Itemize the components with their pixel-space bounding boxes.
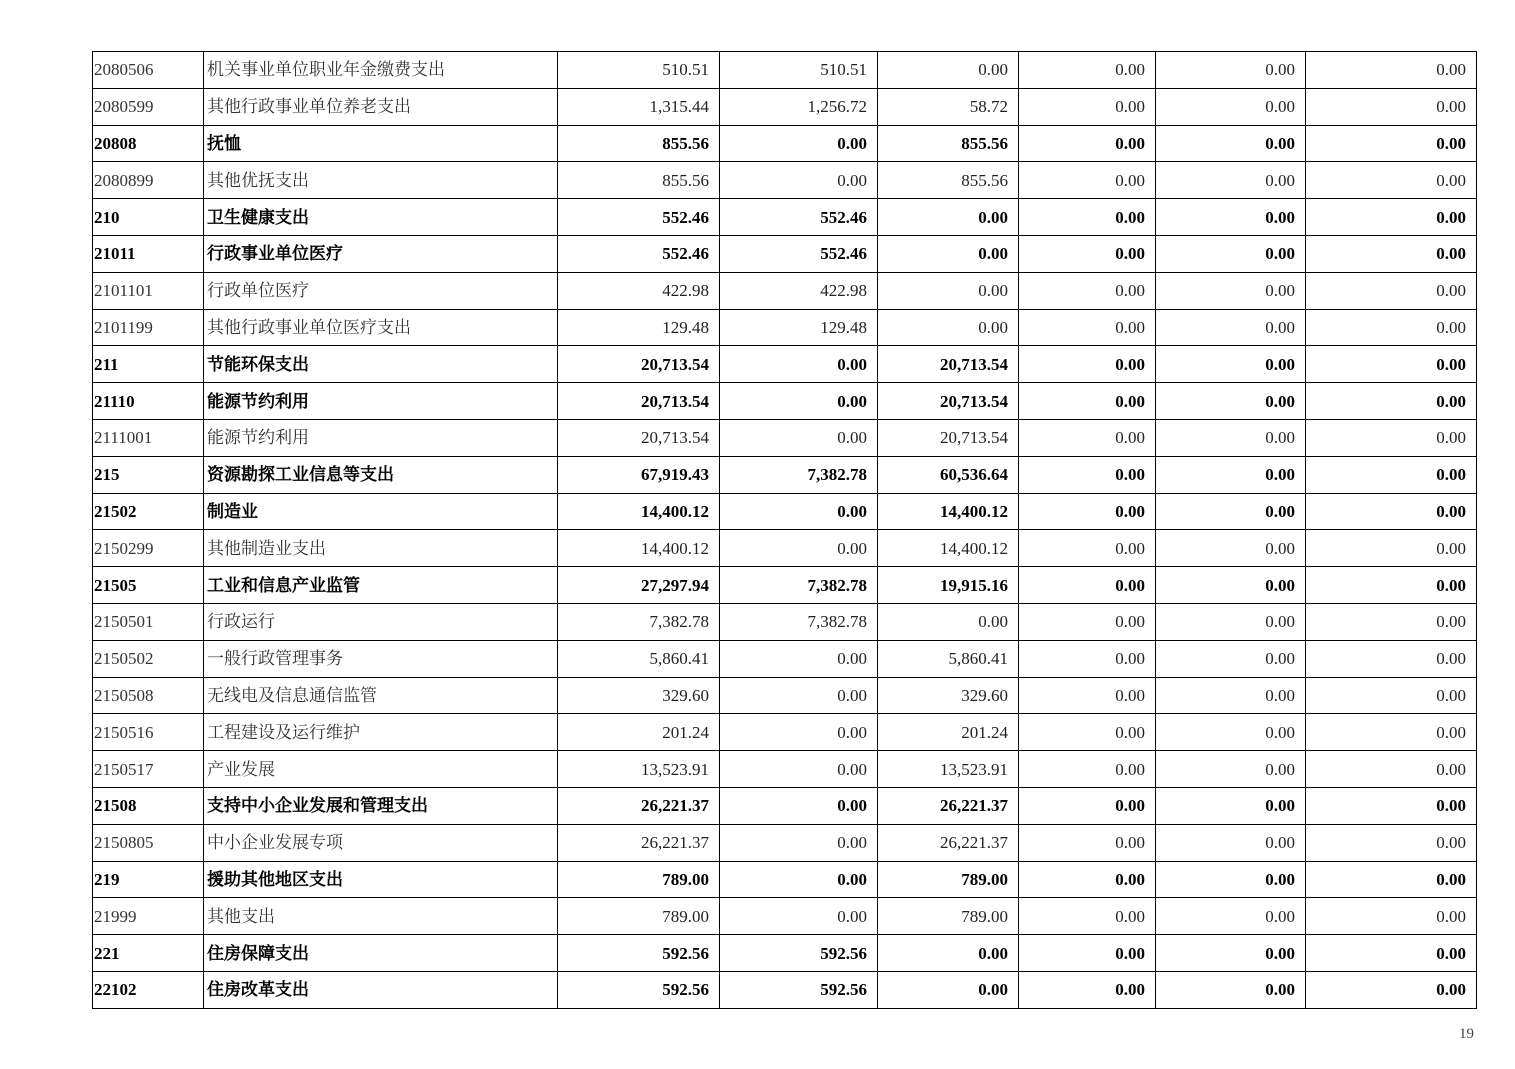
amount-cell: 26,221.37 xyxy=(558,787,720,824)
amount-cell: 0.00 xyxy=(1306,162,1477,199)
subject-name-cell: 其他行政事业单位养老支出 xyxy=(204,88,558,125)
amount-cell: 14,400.12 xyxy=(558,493,720,530)
subject-code-cell: 21011 xyxy=(93,235,204,272)
amount-cell: 0.00 xyxy=(1019,640,1156,677)
amount-cell: 0.00 xyxy=(1156,309,1306,346)
amount-cell: 855.56 xyxy=(558,125,720,162)
amount-cell: 0.00 xyxy=(1156,824,1306,861)
amount-cell: 0.00 xyxy=(720,861,878,898)
subject-code-cell: 221 xyxy=(93,935,204,972)
amount-cell: 0.00 xyxy=(1156,235,1306,272)
amount-cell: 0.00 xyxy=(1156,677,1306,714)
subject-name-cell: 行政单位医疗 xyxy=(204,272,558,309)
amount-cell: 592.56 xyxy=(558,935,720,972)
table-row xyxy=(93,530,1477,567)
amount-cell: 0.00 xyxy=(1156,751,1306,788)
amount-cell: 0.00 xyxy=(1156,162,1306,199)
amount-cell: 0.00 xyxy=(1019,530,1156,567)
subject-name-cell: 行政运行 xyxy=(204,603,558,640)
subject-name-cell: 产业发展 xyxy=(204,751,558,788)
amount-cell: 0.00 xyxy=(1019,677,1156,714)
amount-cell: 329.60 xyxy=(558,677,720,714)
amount-cell: 0.00 xyxy=(1019,199,1156,236)
amount-cell: 0.00 xyxy=(878,199,1019,236)
amount-cell: 0.00 xyxy=(878,603,1019,640)
amount-cell: 0.00 xyxy=(1306,714,1477,751)
amount-cell: 0.00 xyxy=(878,52,1019,89)
subject-code-cell: 20808 xyxy=(93,125,204,162)
amount-cell: 0.00 xyxy=(720,824,878,861)
subject-code-cell: 2111001 xyxy=(93,419,204,456)
amount-cell: 855.56 xyxy=(878,162,1019,199)
amount-cell: 0.00 xyxy=(720,751,878,788)
amount-cell: 0.00 xyxy=(720,640,878,677)
amount-cell: 789.00 xyxy=(878,861,1019,898)
amount-cell: 0.00 xyxy=(1156,419,1306,456)
amount-cell: 0.00 xyxy=(1019,383,1156,420)
amount-cell: 0.00 xyxy=(1306,235,1477,272)
amount-cell: 0.00 xyxy=(1019,861,1156,898)
subject-code-cell: 2150299 xyxy=(93,530,204,567)
subject-name-cell: 行政事业单位医疗 xyxy=(204,235,558,272)
amount-cell: 0.00 xyxy=(1019,824,1156,861)
table-row xyxy=(93,603,1477,640)
amount-cell: 0.00 xyxy=(1306,567,1477,604)
table-row xyxy=(93,714,1477,751)
amount-cell: 20,713.54 xyxy=(558,346,720,383)
subject-code-cell: 2150508 xyxy=(93,677,204,714)
amount-cell: 0.00 xyxy=(1156,530,1306,567)
amount-cell: 0.00 xyxy=(1306,383,1477,420)
page-number: 19 xyxy=(1459,1026,1474,1042)
amount-cell: 0.00 xyxy=(1156,861,1306,898)
amount-cell: 201.24 xyxy=(878,714,1019,751)
subject-name-cell: 住房保障支出 xyxy=(204,935,558,972)
amount-cell: 0.00 xyxy=(1306,898,1477,935)
amount-cell: 0.00 xyxy=(1019,935,1156,972)
amount-cell: 0.00 xyxy=(1306,88,1477,125)
subject-code-cell: 21110 xyxy=(93,383,204,420)
subject-name-cell: 其他制造业支出 xyxy=(204,530,558,567)
table-row xyxy=(93,309,1477,346)
amount-cell: 0.00 xyxy=(1156,272,1306,309)
amount-cell: 552.46 xyxy=(720,199,878,236)
amount-cell: 7,382.78 xyxy=(720,567,878,604)
table-row xyxy=(93,272,1477,309)
amount-cell: 789.00 xyxy=(878,898,1019,935)
table-row xyxy=(93,346,1477,383)
amount-cell: 1,315.44 xyxy=(558,88,720,125)
amount-cell: 0.00 xyxy=(1019,88,1156,125)
subject-code-cell: 211 xyxy=(93,346,204,383)
table-row xyxy=(93,640,1477,677)
amount-cell: 0.00 xyxy=(878,309,1019,346)
table-row xyxy=(93,751,1477,788)
table-row xyxy=(93,567,1477,604)
subject-name-cell: 机关事业单位职业年金缴费支出 xyxy=(204,52,558,89)
subject-name-cell: 能源节约利用 xyxy=(204,383,558,420)
amount-cell: 0.00 xyxy=(1019,235,1156,272)
amount-cell: 14,400.12 xyxy=(558,530,720,567)
amount-cell: 592.56 xyxy=(720,935,878,972)
amount-cell: 129.48 xyxy=(558,309,720,346)
amount-cell: 0.00 xyxy=(1019,971,1156,1008)
table-row xyxy=(93,787,1477,824)
amount-cell: 0.00 xyxy=(1156,714,1306,751)
amount-cell: 20,713.54 xyxy=(878,419,1019,456)
amount-cell: 0.00 xyxy=(878,971,1019,1008)
table-row xyxy=(93,677,1477,714)
subject-code-cell: 210 xyxy=(93,199,204,236)
amount-cell: 0.00 xyxy=(1019,272,1156,309)
amount-cell: 27,297.94 xyxy=(558,567,720,604)
subject-name-cell: 节能环保支出 xyxy=(204,346,558,383)
subject-name-cell: 无线电及信息通信监管 xyxy=(204,677,558,714)
amount-cell: 0.00 xyxy=(1306,935,1477,972)
subject-code-cell: 215 xyxy=(93,456,204,493)
amount-cell: 0.00 xyxy=(720,493,878,530)
amount-cell: 129.48 xyxy=(720,309,878,346)
amount-cell: 0.00 xyxy=(1019,162,1156,199)
amount-cell: 26,221.37 xyxy=(878,824,1019,861)
amount-cell: 0.00 xyxy=(1156,567,1306,604)
subject-name-cell: 工业和信息产业监管 xyxy=(204,567,558,604)
amount-cell: 7,382.78 xyxy=(720,603,878,640)
amount-cell: 0.00 xyxy=(1306,493,1477,530)
amount-cell: 14,400.12 xyxy=(878,493,1019,530)
subject-code-cell: 2150502 xyxy=(93,640,204,677)
amount-cell: 0.00 xyxy=(1306,603,1477,640)
table-row xyxy=(93,898,1477,935)
subject-name-cell: 其他支出 xyxy=(204,898,558,935)
amount-cell: 0.00 xyxy=(720,419,878,456)
subject-name-cell: 一般行政管理事务 xyxy=(204,640,558,677)
amount-cell: 0.00 xyxy=(720,530,878,567)
table-body xyxy=(93,52,1477,1009)
amount-cell: 67,919.43 xyxy=(558,456,720,493)
amount-cell: 0.00 xyxy=(1019,493,1156,530)
subject-code-cell: 219 xyxy=(93,861,204,898)
amount-cell: 0.00 xyxy=(1156,383,1306,420)
table-row xyxy=(93,199,1477,236)
amount-cell: 0.00 xyxy=(1306,971,1477,1008)
amount-cell: 855.56 xyxy=(878,125,1019,162)
amount-cell: 592.56 xyxy=(720,971,878,1008)
subject-name-cell: 中小企业发展专项 xyxy=(204,824,558,861)
amount-cell: 0.00 xyxy=(1019,346,1156,383)
amount-cell: 0.00 xyxy=(1306,677,1477,714)
subject-code-cell: 22102 xyxy=(93,971,204,1008)
amount-cell: 0.00 xyxy=(1306,272,1477,309)
subject-name-cell: 能源节约利用 xyxy=(204,419,558,456)
subject-code-cell: 21508 xyxy=(93,787,204,824)
amount-cell: 26,221.37 xyxy=(558,824,720,861)
amount-cell: 60,536.64 xyxy=(878,456,1019,493)
amount-cell: 0.00 xyxy=(1156,787,1306,824)
amount-cell: 510.51 xyxy=(558,52,720,89)
amount-cell: 0.00 xyxy=(878,935,1019,972)
amount-cell: 0.00 xyxy=(1019,419,1156,456)
amount-cell: 0.00 xyxy=(1019,898,1156,935)
amount-cell: 0.00 xyxy=(720,383,878,420)
amount-cell: 0.00 xyxy=(720,125,878,162)
amount-cell: 0.00 xyxy=(1019,567,1156,604)
amount-cell: 201.24 xyxy=(558,714,720,751)
amount-cell: 0.00 xyxy=(720,346,878,383)
subject-name-cell: 其他优抚支出 xyxy=(204,162,558,199)
table-row xyxy=(93,493,1477,530)
subject-name-cell: 支持中小企业发展和管理支出 xyxy=(204,787,558,824)
table-row xyxy=(93,383,1477,420)
amount-cell: 26,221.37 xyxy=(878,787,1019,824)
subject-name-cell: 资源勘探工业信息等支出 xyxy=(204,456,558,493)
table-row xyxy=(93,861,1477,898)
amount-cell: 0.00 xyxy=(878,235,1019,272)
amount-cell: 0.00 xyxy=(1019,52,1156,89)
amount-cell: 0.00 xyxy=(1019,125,1156,162)
amount-cell: 20,713.54 xyxy=(558,383,720,420)
amount-cell: 20,713.54 xyxy=(878,346,1019,383)
amount-cell: 422.98 xyxy=(720,272,878,309)
amount-cell: 58.72 xyxy=(878,88,1019,125)
subject-code-cell: 21502 xyxy=(93,493,204,530)
amount-cell: 0.00 xyxy=(1156,125,1306,162)
budget-expenditure-table xyxy=(92,51,1477,1009)
amount-cell: 20,713.54 xyxy=(878,383,1019,420)
subject-code-cell: 2150805 xyxy=(93,824,204,861)
amount-cell: 13,523.91 xyxy=(558,751,720,788)
amount-cell: 0.00 xyxy=(1019,456,1156,493)
amount-cell: 0.00 xyxy=(1306,456,1477,493)
subject-name-cell: 抚恤 xyxy=(204,125,558,162)
amount-cell: 0.00 xyxy=(1156,493,1306,530)
subject-name-cell: 制造业 xyxy=(204,493,558,530)
subject-code-cell: 21505 xyxy=(93,567,204,604)
amount-cell: 0.00 xyxy=(720,787,878,824)
amount-cell: 510.51 xyxy=(720,52,878,89)
amount-cell: 5,860.41 xyxy=(878,640,1019,677)
amount-cell: 0.00 xyxy=(1306,52,1477,89)
amount-cell: 0.00 xyxy=(1156,603,1306,640)
amount-cell: 0.00 xyxy=(720,714,878,751)
amount-cell: 5,860.41 xyxy=(558,640,720,677)
amount-cell: 0.00 xyxy=(1019,309,1156,346)
amount-cell: 0.00 xyxy=(1019,714,1156,751)
table-row xyxy=(93,125,1477,162)
amount-cell: 552.46 xyxy=(558,199,720,236)
amount-cell: 13,523.91 xyxy=(878,751,1019,788)
table-row xyxy=(93,456,1477,493)
amount-cell: 789.00 xyxy=(558,861,720,898)
amount-cell: 20,713.54 xyxy=(558,419,720,456)
amount-cell: 0.00 xyxy=(1306,861,1477,898)
amount-cell: 789.00 xyxy=(558,898,720,935)
subject-code-cell: 21999 xyxy=(93,898,204,935)
table-row xyxy=(93,52,1477,89)
subject-name-cell: 住房改革支出 xyxy=(204,971,558,1008)
amount-cell: 0.00 xyxy=(720,898,878,935)
amount-cell: 0.00 xyxy=(1156,52,1306,89)
subject-code-cell: 2150516 xyxy=(93,714,204,751)
subject-code-cell: 2080599 xyxy=(93,88,204,125)
table-row xyxy=(93,162,1477,199)
amount-cell: 19,915.16 xyxy=(878,567,1019,604)
amount-cell: 0.00 xyxy=(1306,419,1477,456)
amount-cell: 0.00 xyxy=(1019,603,1156,640)
amount-cell: 855.56 xyxy=(558,162,720,199)
table-row xyxy=(93,419,1477,456)
subject-name-cell: 其他行政事业单位医疗支出 xyxy=(204,309,558,346)
amount-cell: 0.00 xyxy=(720,677,878,714)
amount-cell: 14,400.12 xyxy=(878,530,1019,567)
subject-code-cell: 2080506 xyxy=(93,52,204,89)
amount-cell: 422.98 xyxy=(558,272,720,309)
subject-name-cell: 卫生健康支出 xyxy=(204,199,558,236)
amount-cell: 0.00 xyxy=(1156,640,1306,677)
amount-cell: 7,382.78 xyxy=(720,456,878,493)
subject-code-cell: 2080899 xyxy=(93,162,204,199)
amount-cell: 329.60 xyxy=(878,677,1019,714)
subject-code-cell: 2101101 xyxy=(93,272,204,309)
subject-code-cell: 2150517 xyxy=(93,751,204,788)
amount-cell: 0.00 xyxy=(1156,971,1306,1008)
amount-cell: 0.00 xyxy=(1156,456,1306,493)
amount-cell: 592.56 xyxy=(558,971,720,1008)
table-row xyxy=(93,235,1477,272)
amount-cell: 0.00 xyxy=(1306,787,1477,824)
amount-cell: 1,256.72 xyxy=(720,88,878,125)
amount-cell: 0.00 xyxy=(1156,346,1306,383)
amount-cell: 0.00 xyxy=(1306,640,1477,677)
table-row xyxy=(93,935,1477,972)
amount-cell: 7,382.78 xyxy=(558,603,720,640)
subject-name-cell: 工程建设及运行维护 xyxy=(204,714,558,751)
amount-cell: 0.00 xyxy=(878,272,1019,309)
table-row xyxy=(93,824,1477,861)
subject-name-cell: 援助其他地区支出 xyxy=(204,861,558,898)
amount-cell: 0.00 xyxy=(1306,309,1477,346)
amount-cell: 0.00 xyxy=(1156,88,1306,125)
subject-code-cell: 2101199 xyxy=(93,309,204,346)
amount-cell: 552.46 xyxy=(558,235,720,272)
table-row xyxy=(93,971,1477,1008)
amount-cell: 0.00 xyxy=(1019,751,1156,788)
amount-cell: 0.00 xyxy=(1306,530,1477,567)
amount-cell: 0.00 xyxy=(1306,199,1477,236)
amount-cell: 0.00 xyxy=(1156,935,1306,972)
amount-cell: 0.00 xyxy=(1156,898,1306,935)
amount-cell: 0.00 xyxy=(1306,751,1477,788)
amount-cell: 0.00 xyxy=(1019,787,1156,824)
amount-cell: 0.00 xyxy=(1156,199,1306,236)
amount-cell: 0.00 xyxy=(1306,125,1477,162)
amount-cell: 0.00 xyxy=(1306,346,1477,383)
subject-code-cell: 2150501 xyxy=(93,603,204,640)
table-row xyxy=(93,88,1477,125)
amount-cell: 552.46 xyxy=(720,235,878,272)
amount-cell: 0.00 xyxy=(720,162,878,199)
amount-cell: 0.00 xyxy=(1306,824,1477,861)
